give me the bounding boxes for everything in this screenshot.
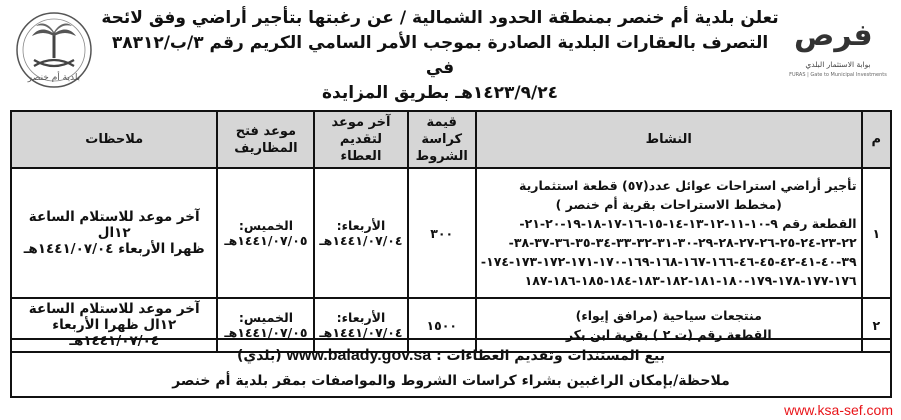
- row-number: ١: [862, 168, 891, 298]
- activity-line: القطعة رقم (ت ٢ ) بقرية ابن بكر: [565, 327, 772, 342]
- saudi-emblem-logo: [14, 10, 94, 105]
- deadline-date: ١٤٤١/٠٧/٠٤هـ: [319, 325, 403, 340]
- table-header-row: [11, 111, 891, 168]
- headline-line-2: التصرف بالعقارات البلدية الصادرة بموجب الأمر السامي الكريم رقم ٣/ب/٣٨٣١٢ في: [111, 33, 769, 78]
- headline-line-1: تعلن بلدية أم خنصر بمنطقة الحدود الشمالية / عن رغبتها بتأجير أراضي وفق لائحة: [101, 8, 779, 28]
- footer-line-2: ملاحظة/بإمكان الراغبين بشراء كراسات الشروط والمواصفات بمقر بلدية أم خنصر: [172, 373, 730, 389]
- ad-footer: [10, 338, 892, 398]
- header-notes: ملاحظات: [11, 111, 217, 168]
- activity-line: (مخطط الاستراحات بقرية أم خنصر ): [555, 197, 782, 212]
- deadline-date: ١٤٤١/٠٧/٠٤هـ: [319, 233, 403, 248]
- row-price: ٣٠٠: [408, 168, 476, 298]
- notes-line: ١٢ال ظهرا الأربعاء ١٤٤١/٠٧/٠٤هـ: [52, 317, 177, 349]
- source-watermark: www.ksa-sef.com: [784, 402, 893, 418]
- activity-line: تأجير أراضي استراحات عوائل عدد(٥٧) قطعة استثمارية: [518, 178, 857, 193]
- notes-line: آخر موعد للاستلام الساعة ١٢ال: [28, 209, 200, 241]
- furas-subtitle-en: FURAS | Gate to Municipal Investments: [789, 72, 887, 78]
- row-opening: [217, 168, 314, 298]
- row-deadline: [314, 168, 407, 298]
- footer-suffix: (بلدي): [236, 348, 282, 364]
- announcement-headline: [100, 6, 780, 106]
- activity-line: منتجعات سياحية (مرافق إيواء): [575, 308, 762, 323]
- furas-subtitle: بوابة الاستثمار البلدي: [805, 60, 871, 69]
- opening-date: ١٤٤١/٠٧/٠٥هـ: [224, 325, 308, 340]
- table-row: [11, 168, 891, 298]
- row-number: ٢: [862, 298, 891, 352]
- opening-day: الخميس:: [238, 218, 293, 233]
- activity-line: القطعة رقم ٩-١٠-١١-١٢-١٣-١٤-١٥-١٦-١٧-١٨-١٩-٢٠-٢١-: [519, 216, 857, 231]
- furas-brand: فرص: [794, 18, 873, 53]
- activity-line: ١٧٦-١٧٧-١٧٨-١٧٩-١٨٠-١٨١-١٨٢-١٨٣-١٨٤-١٨٥-١٨٦-١٨٧: [524, 273, 857, 288]
- header-no: م: [862, 111, 891, 168]
- header-price: قيمة كراسة الشروط: [408, 111, 476, 168]
- notes-line: ظهرا الأربعاء ١٤٤١/٠٧/٠٤هـ: [23, 241, 205, 257]
- opening-date: ١٤٤١/٠٧/٠٥هـ: [224, 233, 308, 248]
- row-activity: [476, 168, 862, 298]
- balady-link[interactable]: www.balady.gov.sa: [286, 347, 432, 364]
- footer-prefix: بيع المستندات وتقديم العطاءات :: [436, 348, 665, 364]
- footer-line-1: [12, 343, 890, 369]
- svg-text:بلدية أم خنصر: بلدية أم خنصر: [27, 73, 81, 83]
- activity-line: ٢٢-٢٣-٢٤-٢٥-٢٦-٢٧-٢٨-٢٩-٣٠-٣١-٣٢-٣٣-٣٤-٣٥-٣٦-٣٧-٣٨-: [508, 235, 857, 250]
- ad-header: [0, 0, 901, 110]
- tender-table: [10, 110, 892, 353]
- row-notes: [11, 168, 217, 298]
- header-deadline: آخر موعد لتقديم العطاء: [314, 111, 407, 168]
- activity-line: ٣٩-٤٠-٤١-٤٢-٤٥-٤٦-١٦٦-١٦٧-١٦٨-١٦٩-١٧٠-١٧١-١٧٢-١٧٣-١٧٤-: [480, 254, 857, 269]
- row-price: ١٥٠٠: [408, 298, 476, 352]
- deadline-day: الأربعاء:: [336, 218, 386, 233]
- header-opening: موعد فتح المظاريف: [217, 111, 314, 168]
- palm-swords-icon: [14, 10, 94, 105]
- furas-logo: [786, 18, 894, 96]
- header-activity: النشاط: [476, 111, 862, 168]
- opening-day: الخميس:: [238, 310, 293, 325]
- headline-line-3: ١٤٢٣/٩/٢٤هـ بطريق المزايدة: [322, 83, 558, 103]
- notes-line: آخر موعد للاستلام الساعة: [28, 301, 200, 317]
- deadline-day: الأربعاء:: [336, 310, 386, 325]
